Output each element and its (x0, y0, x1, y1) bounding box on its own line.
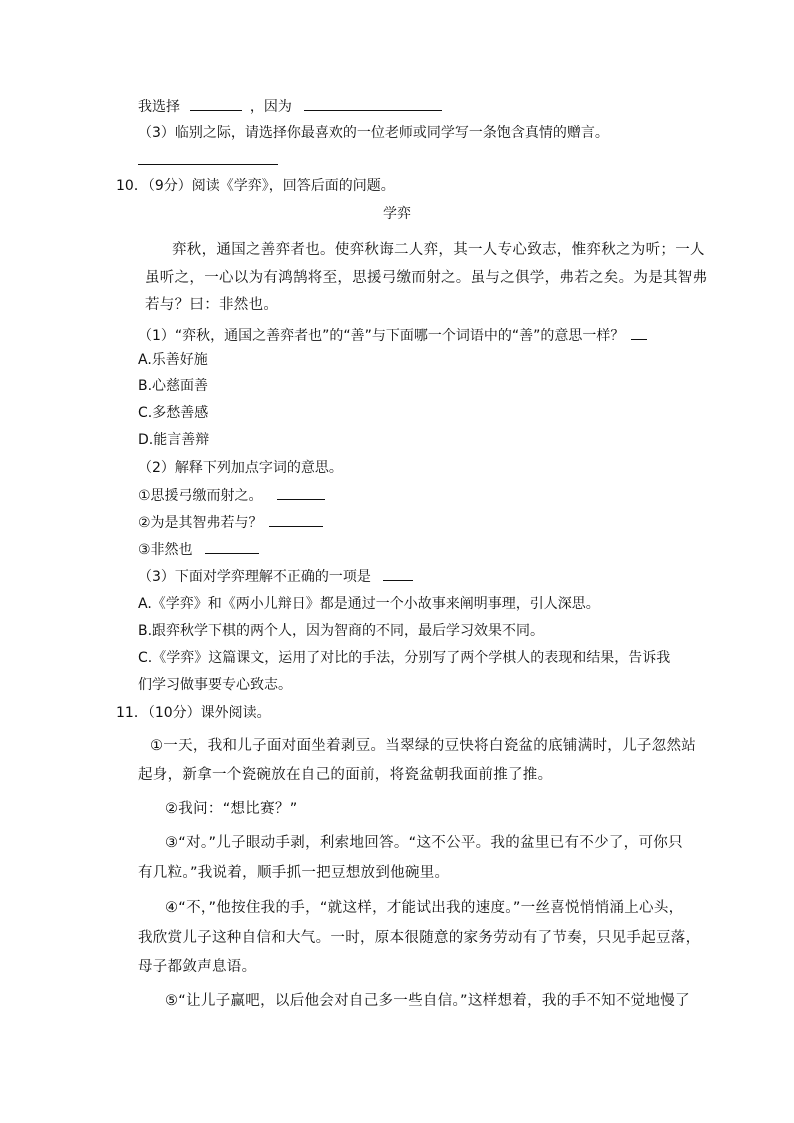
q10-passage-line-1: 弈秋，通国之善弈者也。使弈秋诲二人弈，其一人专心致志，惟弈秋之为听；一人 (172, 242, 705, 258)
q10-passage-line-2: 虽听之，一心以为有鸿鹄将至，思援弓缴而射之。虽与之俱学，弗若之矣。为是其智弗 (145, 270, 708, 286)
q10-sub3: （3）下面对学弈理解不正确的一项是 (138, 569, 371, 585)
q10-header: 10．（9分）阅读《学弈》，回答后面的问题。 (116, 178, 395, 194)
q11-paragraph-line-1: ①一天，我和儿子面对面坐着剥豆。当翠绿的豆快将白瓷盆的底铺满时，儿子忽然站 (150, 738, 697, 754)
q9-choice-prefix: 我选择 (138, 99, 180, 115)
q10-passage-line-3: 若与？曰：非然也。 (145, 297, 279, 313)
q11-paragraph-line-5: 有几粒。”我说着，顺手抓一把豆想放到他碗里。 (138, 865, 450, 881)
q9-choice-blank[interactable] (190, 96, 242, 111)
q9-answer-line (138, 150, 278, 171)
q10-sub2-item-2: ②为是其智弗若与？ (138, 515, 263, 531)
q10-sub2-item-1-line (138, 485, 328, 506)
q10-sub2-item-1: ①思援弓缴而射之。 (138, 488, 263, 504)
q11-paragraph-line-3: ②我问：“想比赛？” (165, 801, 298, 817)
q11-paragraph-line-7: 我欣赏儿子这种自信和大气。一时，原本很随意的家务劳动有了节奏，只见手起豆落， (138, 930, 701, 946)
q9-sub3: （3）临别之际，请选择你最喜欢的一位老师或同学写一条饱含真情的赠言。 (138, 125, 609, 141)
q10-sub3-line (138, 566, 416, 587)
q10-sub1-option-a: A.乐善好施 (138, 352, 208, 368)
q10-sub2-item-1-blank[interactable] (277, 485, 325, 500)
q10-sub1-blank[interactable] (631, 325, 647, 340)
q10-sub1-option-c: C.多愁善感 (138, 405, 209, 421)
q11-paragraph-line-4: ③“对。”儿子眼动手剥，利索地回答。“这不公平。我的盆里已有不少了，可你只 (165, 835, 683, 851)
q10-sub3-option-c: C.《学弈》这篇课文，运用了对比的手法，分别写了两个学棋人的表现和结果，告诉我 (138, 650, 671, 666)
q9-reason-blank[interactable] (304, 96, 442, 111)
q11-header: 11．（10分）课外阅读。 (116, 705, 271, 721)
q9-because-label: ，因为 (249, 99, 292, 115)
q10-sub1-option-b: B.心慈面善 (138, 378, 209, 394)
q10-sub2: （2）解释下列加点字词的意思。 (138, 460, 343, 476)
q11-paragraph-line-2: 起身，新拿一个瓷碗放在自己的面前，将瓷盆朝我面前推了推。 (138, 767, 553, 783)
q10-sub2-item-3-line (138, 539, 262, 560)
q11-paragraph-line-6: ④“不，”他按住我的手，“就这样，才能试出我的速度。”一丝喜悦悄悄涌上心头， (165, 900, 684, 916)
q10-sub1-line (138, 325, 650, 346)
q9-message-blank[interactable] (138, 150, 278, 165)
q10-sub2-item-3: ③非然也 (138, 542, 193, 558)
q10-sub1: （1）“弈秋，通国之善弈者也”的“善”与下面哪一个词语中的“善”的意思一样？ (138, 328, 625, 344)
q10-sub3-option-a: A.《学弈》和《两小儿辩日》都是通过一个小故事来阐明事理，引人深思。 (138, 596, 600, 612)
q10-sub1-option-d: D.能言善辩 (138, 432, 210, 448)
q11-paragraph-line-9: ⑤“让儿子赢吧，以后他会对自己多一些自信。”这样想着，我的手不知不觉地慢了 (165, 993, 690, 1009)
q10-sub3-option-b: B.跟弈秋学下棋的两个人，因为智商的不同，最后学习效果不同。 (138, 623, 545, 639)
q10-sub2-item-2-line (138, 512, 326, 533)
q10-sub3-option-c-cont: 们学习做事要专心致志。 (138, 677, 292, 693)
q10-sub2-item-2-blank[interactable] (269, 512, 323, 527)
q10-passage-title: 学弈 (383, 206, 411, 222)
q11-paragraph-line-8: 母子都敛声息语。 (138, 959, 257, 975)
q10-sub3-blank[interactable] (383, 566, 413, 581)
q10-sub2-item-3-blank[interactable] (205, 539, 259, 554)
q9-choice-line (138, 96, 445, 117)
